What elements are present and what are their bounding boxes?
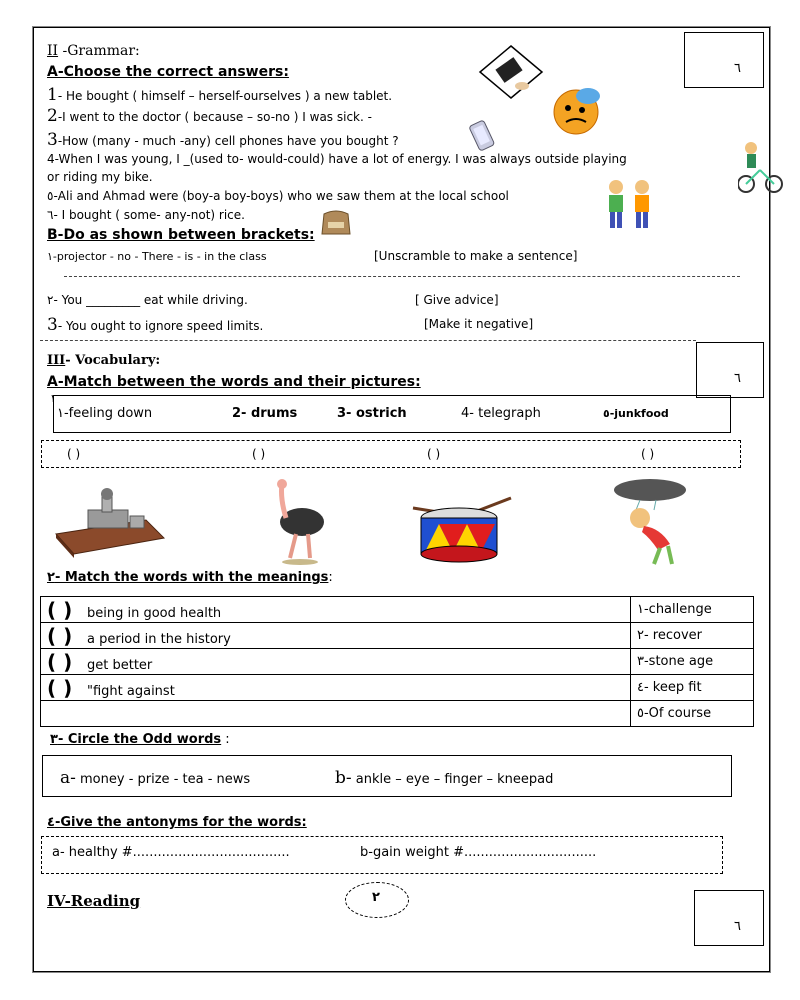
word-2: 2- drums	[232, 406, 298, 421]
grammar-q5: ٥-Ali and Ahmad were (boy-a boy-boys) who we saw them at the local school	[47, 189, 509, 203]
table-row	[41, 597, 754, 623]
answer-paren[interactable]: ( )	[47, 649, 73, 674]
antonyms-title: ٤-Give the antonyms for the words:	[47, 815, 307, 830]
telegraph-picture	[52, 486, 168, 558]
ostrich-picture	[262, 478, 330, 566]
grammar-score-box	[684, 32, 764, 88]
term-cell: ٣-stone age	[631, 649, 754, 675]
answer-blank-3[interactable]: ( )	[427, 447, 441, 461]
vocabulary-score-box	[696, 342, 764, 398]
term-cell: ٢- recover	[631, 623, 754, 649]
stray-mark: ١	[50, 392, 56, 405]
grammar-a-title: A-Choose the correct answers:	[47, 64, 289, 80]
meaning-cell: ( ) get better	[41, 649, 631, 675]
divider	[40, 340, 696, 341]
meanings-table	[40, 596, 754, 727]
answer-blanks-box	[41, 440, 741, 468]
answer-blank-4[interactable]: ( )	[641, 447, 655, 461]
grammar-q6: ٦- I bought ( some- any-not) rice.	[47, 208, 245, 222]
table-row	[41, 701, 754, 727]
grammar-score: ٦	[734, 61, 741, 76]
answer-blank-1[interactable]: ( )	[67, 447, 81, 461]
cell-phone-picture	[468, 120, 500, 152]
feeling-down-picture	[610, 478, 694, 566]
drum-picture	[393, 494, 517, 564]
grammar-b3: 3- You ought to ignore speed limits.	[47, 315, 264, 335]
grammar-q1: 1- He bought ( himself – herself-ourselves ) a new tablet.	[47, 85, 393, 105]
bike-rider-picture	[738, 138, 784, 196]
grammar-b2-instruction: [ Give advice]	[415, 293, 499, 307]
odd-words-b: b- ankle – eye – finger – kneepad	[335, 768, 554, 788]
word-5: ٥-junkfood	[603, 407, 669, 420]
grammar-q4-line2: or riding my bike.	[47, 170, 153, 184]
meaning-cell: ( ) a period in the history	[41, 623, 631, 649]
grammar-b3-instruction: [Make it negative]	[424, 317, 534, 331]
sick-face-picture	[548, 82, 608, 140]
vocabulary-heading: III- Vocabulary:	[47, 353, 161, 368]
reading-heading: IV-Reading	[47, 892, 141, 910]
term-cell: ٥-Of course	[631, 701, 754, 727]
antonym-b[interactable]: b-gain weight #................................	[360, 845, 597, 860]
vocabulary-a-title: A-Match between the words and their pictures:	[47, 374, 421, 390]
word-4: 4- telegraph	[461, 406, 541, 421]
odd-words-a: a- money - prize - tea - news	[60, 768, 251, 788]
table-row	[41, 649, 754, 675]
word-3: 3- ostrich	[337, 406, 407, 421]
answer-blank-2[interactable]: ( )	[252, 447, 266, 461]
grammar-b1: ١-projector - no - There - is - in the class	[47, 250, 267, 263]
grammar-q3: 3-How (many - much -any) cell phones have you bought ?	[47, 130, 399, 150]
reading-score-box	[694, 890, 764, 946]
term-cell: ١-challenge	[631, 597, 754, 623]
match-meanings-title: ٢- Match the words with the meanings:	[47, 570, 333, 585]
meaning-cell: ( ) being in good health	[41, 597, 631, 623]
meaning-cell	[41, 701, 631, 727]
page-number: ٢	[372, 890, 380, 905]
table-row	[41, 623, 754, 649]
odd-words-title: ٣- Circle the Odd words :	[50, 732, 230, 747]
answer-paren[interactable]: ( )	[47, 597, 73, 622]
grammar-heading: II -Grammar:	[47, 43, 140, 59]
tablet-picture	[478, 44, 544, 100]
reading-score: ٦	[734, 919, 741, 934]
rice-sack-picture	[318, 206, 354, 236]
divider	[64, 276, 740, 277]
grammar-b1-instruction: [Unscramble to make a sentence]	[374, 249, 578, 263]
boys-picture	[598, 178, 662, 232]
word-1: ١-feeling down	[57, 406, 153, 421]
meaning-cell: ( ) "fight against	[41, 675, 631, 701]
grammar-b-title: B-Do as shown between brackets:	[47, 227, 315, 243]
vocabulary-score: ٦	[734, 371, 741, 386]
term-cell: ٤- keep fit	[631, 675, 754, 701]
grammar-q4-line1: 4-When I was young, I _(used to- would-could) have a lot of energy. I was always outside playing	[47, 152, 627, 166]
grammar-b2: ٢- You _________ eat while driving.	[47, 293, 248, 307]
table-row	[41, 675, 754, 701]
antonym-a[interactable]: a- healthy #......................................	[52, 845, 290, 860]
answer-paren[interactable]: ( )	[47, 623, 73, 648]
grammar-q2: 2-I went to the doctor ( because – so-no ) I was sick. -	[47, 106, 372, 126]
answer-paren[interactable]: ( )	[47, 675, 73, 700]
